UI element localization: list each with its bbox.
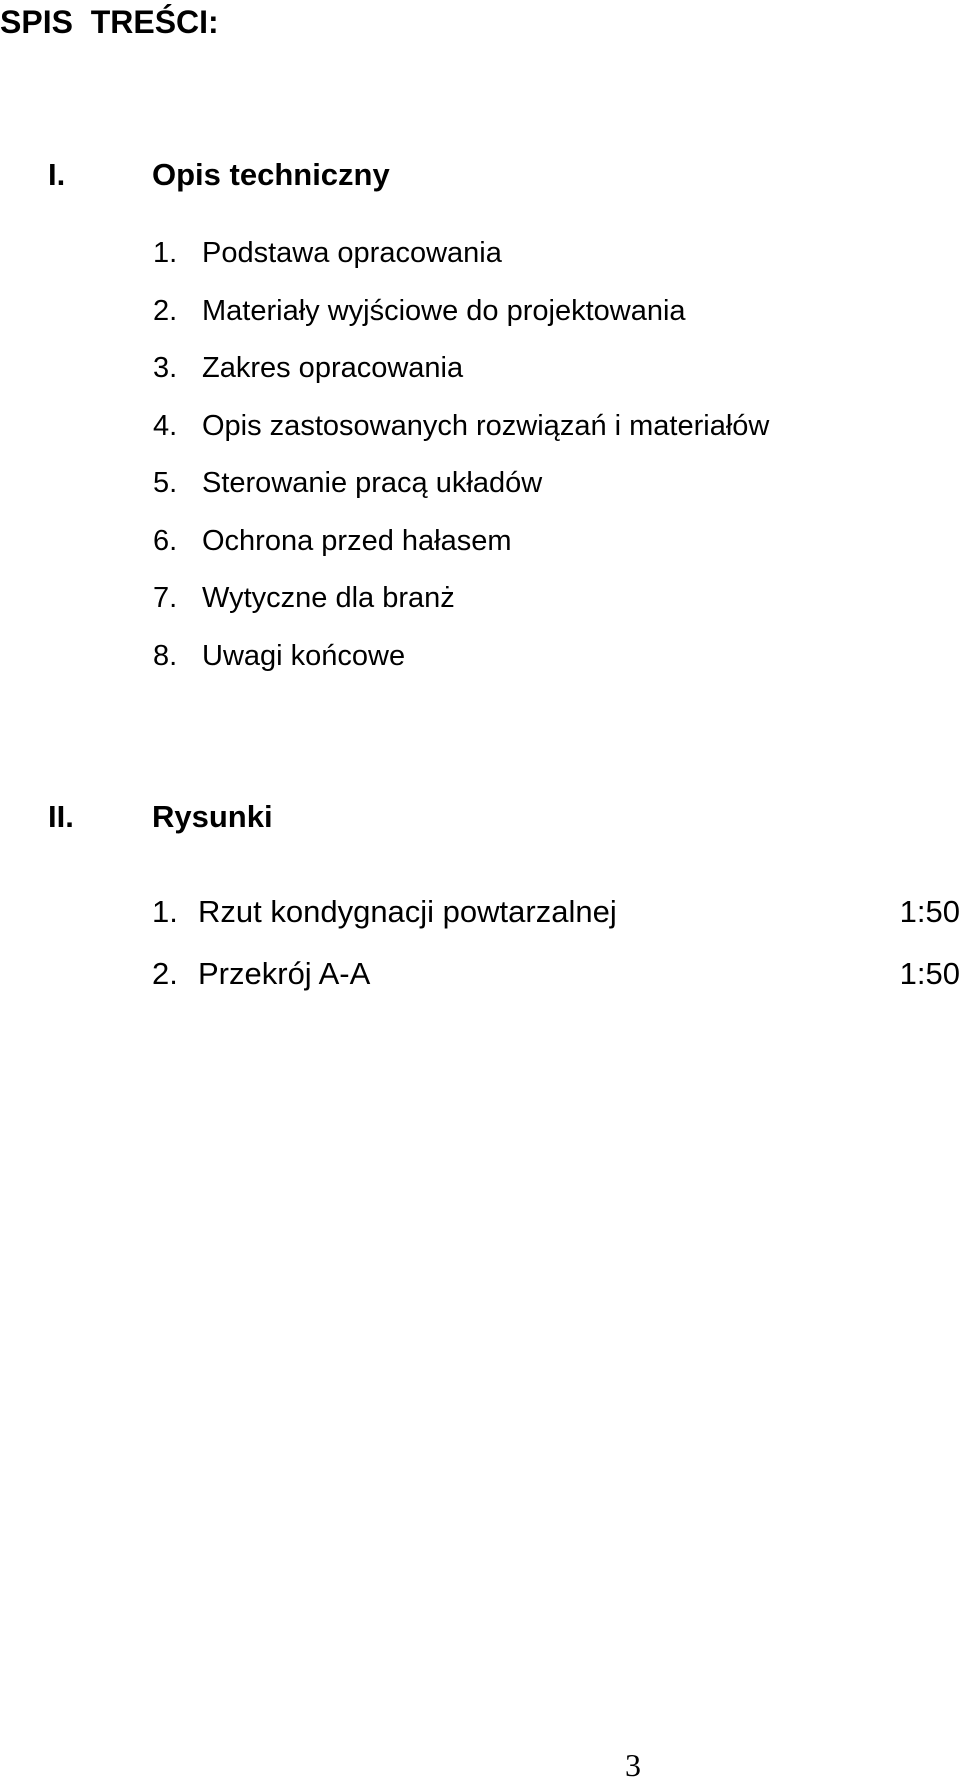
document-title: SPIS TREŚCI: xyxy=(0,4,219,40)
list-item xyxy=(153,233,769,291)
item-number: 7. xyxy=(153,582,178,614)
list-item xyxy=(152,954,960,1016)
list-item xyxy=(153,406,769,464)
drawing-scale: 1:50 xyxy=(899,956,960,991)
list-item xyxy=(153,636,769,694)
section-title: Rysunki xyxy=(152,799,273,834)
item-text: Podstawa opracowania xyxy=(202,237,502,269)
item-number: 1. xyxy=(152,894,178,929)
drawing-scale: 1:50 xyxy=(899,894,960,929)
list-item xyxy=(152,892,960,954)
item-text: Ochrona przed hałasem xyxy=(202,524,512,557)
section-number: I. xyxy=(48,157,66,192)
section-title: Opis techniczny xyxy=(152,157,390,192)
section-heading-opis-techniczny xyxy=(48,155,390,195)
item-text: Uwagi końcowe xyxy=(202,639,406,672)
list-item xyxy=(153,348,769,406)
page-number: 3 xyxy=(625,1747,641,1783)
item-number: 3. xyxy=(153,352,178,384)
list-item xyxy=(153,521,769,579)
item-text: Zakres opracowania xyxy=(202,352,464,384)
list-item xyxy=(153,291,769,349)
item-number: 8. xyxy=(153,639,178,672)
item-number: 4. xyxy=(153,409,178,442)
list-item xyxy=(153,578,769,636)
item-number: 5. xyxy=(153,467,178,499)
section-heading-rysunki xyxy=(48,797,273,837)
item-text: Materiały wyjściowe do projektowania xyxy=(202,294,686,327)
item-text: Przekrój A-A xyxy=(198,956,371,991)
item-text: Sterowanie pracą układów xyxy=(202,467,543,499)
item-text: Wytyczne dla branż xyxy=(202,582,455,614)
item-number: 2. xyxy=(152,956,178,991)
list-item xyxy=(153,463,769,521)
item-number: 1. xyxy=(153,237,178,269)
item-number: 2. xyxy=(153,294,178,327)
section-items-opis-techniczny xyxy=(153,233,769,693)
item-number: 6. xyxy=(153,524,178,557)
item-text: Rzut kondygnacji powtarzalnej xyxy=(198,894,617,929)
item-text: Opis zastosowanych rozwiązań i materiałów xyxy=(202,409,770,442)
section-number: II. xyxy=(48,799,74,834)
section-items-rysunki xyxy=(152,892,960,1016)
